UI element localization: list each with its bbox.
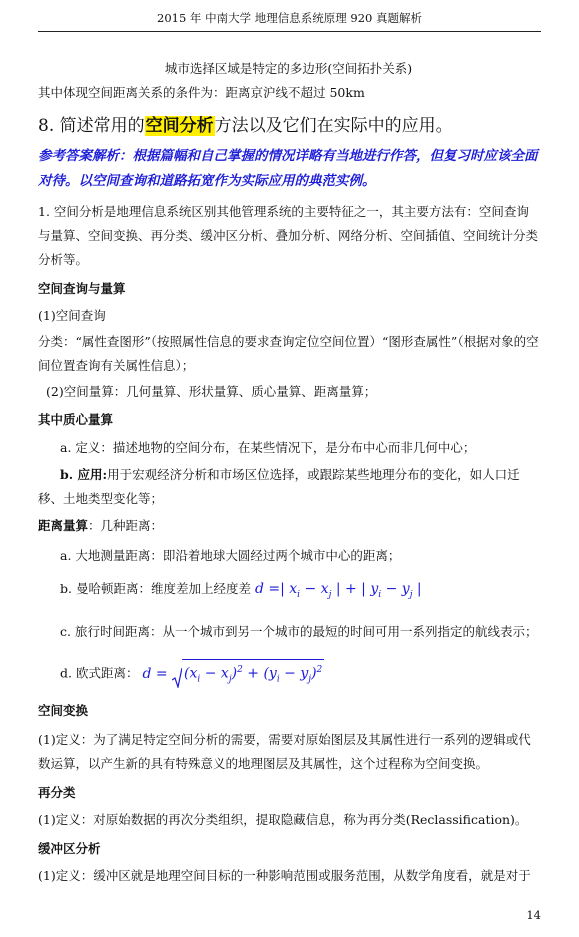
distance-d <box>38 659 539 688</box>
heading-buffer-analysis: 缓冲区分析 <box>38 841 101 857</box>
page-number: 14 <box>526 908 541 922</box>
spatial-transform-text: (1)定义：为了满足特定空间分析的需要，需要对原始图层及其属性进行一系列的逻辑或代数运算，以产生新的具有特殊意义的地理图层及其属性，这个过程称为空间变换。 <box>38 732 531 772</box>
spatial-query-classify: 分类：“属性查图形”（按照属性信息的要求查询定位空间位置）“图形查属性”（根据对象的空间位置查询有关属性信息）； <box>38 334 539 373</box>
page-header: 2015 年 中南大学 地理信息系统原理 920 真题解析 <box>38 10 541 32</box>
distance-c: c. 旅行时间距离：从一个城市到另一个城市的最短的时间可用一系列指定的航线表示； <box>60 623 538 639</box>
spatial-query-sub2: (2)空间量算：几何量算、形状量算、质心量算、距离量算； <box>46 384 377 399</box>
answer-guide: 参考答案解析：根据篇幅和自己掌握的情况详略有当地进行作答，但复习时应该全面对待。以空间查询和道路拓宽作为实际应用的典范实例。 <box>38 148 538 189</box>
page-content <box>38 60 539 888</box>
distance-heading-suffix: ：几种距离： <box>88 518 164 533</box>
centroid-b-label: b. 应用: <box>60 467 108 482</box>
question-suffix: 方法以及它们在实际中的应用。 <box>214 116 453 136</box>
paragraph-1: 1. 空间分析是地理信息系统区别其他管理系统的主要特征之一，其主要方法有：空间查询与量算、空间变换、再分类、缓冲区分析、叠加分析、网络分析、空间插值、空间统计分类分析等。 <box>38 204 539 267</box>
distance-heading-label: 距离量算 <box>38 518 89 533</box>
sqrt-sign: $(x_i - x_j)^2 + (y_i - y_j)^2$ <box>172 659 324 688</box>
reclassification-text: (1)定义：对原始数据的再次分类组织，提取隐藏信息，称为再分类(Reclassification)。 <box>38 812 528 828</box>
distance-b <box>38 580 539 604</box>
centroid-a: a. 定义：描述地物的空间分布，在某些情况下，是分布中心而非几何中心； <box>60 440 476 455</box>
spatial-query-sub1: (1)空间查询 <box>38 308 106 323</box>
intro-line-1: 城市选择区域是特定的多边形(空间拓扑关系) <box>164 61 413 76</box>
heading-reclassification: 再分类 <box>38 785 76 801</box>
heading-centroid: 其中质心量算 <box>38 412 114 427</box>
heading-spatial-transform: 空间变换 <box>38 703 89 719</box>
question-prefix: 8. 简述常用的 <box>38 116 145 136</box>
buffer-analysis-text: (1)定义：缓冲区就是地理空间目标的一种影响范围或服务范围，从数学角度看，就是对于 <box>38 868 531 884</box>
centroid-b <box>38 463 539 511</box>
centroid-b-text: 用于宏观经济分析和市场区位选择，或跟踪某些地理分布的变化，如人口迁移、土地类型变化等； <box>38 467 520 506</box>
distance-b-text: b. 曼哈顿距离：维度差加上经度差 <box>60 581 251 596</box>
manhattan-formula: d =| $x_i - x_j$ | + | $y_i - y_j$ | <box>254 581 422 600</box>
euclidean-formula: d = $(x_i - x_j)^2 + (y_i - y_j)^2$ <box>142 666 324 682</box>
question-highlight: 空间分析 <box>145 116 214 136</box>
intro-line-2: 其中体现空间距离关系的条件为：距离京沪线不超过 50km <box>38 85 365 100</box>
distance-a: a. 大地测量距离：即沿着地球大圆经过两个城市中心的距离； <box>60 548 401 563</box>
heading-distance <box>38 517 539 535</box>
heading-spatial-query: 空间查询与量算 <box>38 281 126 296</box>
distance-d-text: d. 欧式距离： <box>60 665 139 681</box>
question-8 <box>38 114 539 138</box>
